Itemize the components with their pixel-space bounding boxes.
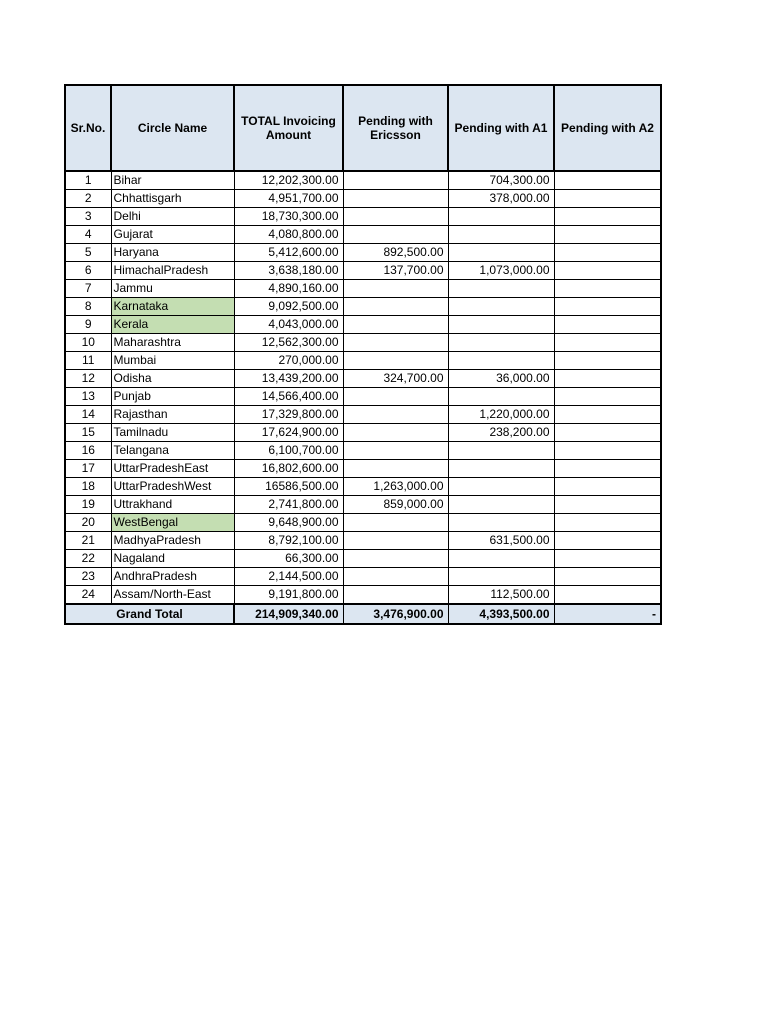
table-row: [65, 460, 661, 478]
cell-pending-a2[interactable]: [554, 568, 661, 586]
cell-pending-a2[interactable]: [554, 280, 661, 298]
cell-pending-a1[interactable]: [448, 496, 554, 514]
cell-total-invoicing[interactable]: 2,741,800.00: [234, 496, 343, 514]
cell-pending-a2[interactable]: [554, 532, 661, 550]
cell-pending-ericsson[interactable]: [343, 334, 448, 352]
cell-pending-a2[interactable]: [554, 424, 661, 442]
cell-total-invoicing[interactable]: 66,300.00: [234, 550, 343, 568]
grand-total-a2: -: [554, 604, 661, 624]
cell-pending-a2[interactable]: [554, 171, 661, 190]
cell-pending-a1[interactable]: 1,220,000.00: [448, 406, 554, 424]
cell-circle-name[interactable]: UttarPradeshEast: [111, 460, 234, 478]
cell-pending-ericsson[interactable]: [343, 226, 448, 244]
cell-circle-name[interactable]: Chhattisgarh: [111, 190, 234, 208]
table-row: [65, 424, 661, 442]
cell-circle-name[interactable]: Punjab: [111, 388, 234, 406]
table-row: [65, 190, 661, 208]
cell-pending-a1[interactable]: [448, 352, 554, 370]
table-row: [65, 316, 661, 334]
table-row: [65, 280, 661, 298]
cell-pending-ericsson[interactable]: [343, 190, 448, 208]
cell-pending-a2[interactable]: [554, 550, 661, 568]
cell-pending-a2[interactable]: [554, 190, 661, 208]
cell-pending-ericsson[interactable]: 892,500.00: [343, 244, 448, 262]
cell-circle-name[interactable]: Kerala: [111, 316, 234, 334]
table-row: [65, 514, 661, 532]
cell-circle-name[interactable]: Maharashtra: [111, 334, 234, 352]
cell-pending-ericsson[interactable]: [343, 568, 448, 586]
cell-pending-a1[interactable]: [448, 280, 554, 298]
cell-pending-ericsson[interactable]: [343, 550, 448, 568]
cell-total-invoicing[interactable]: 2,144,500.00: [234, 568, 343, 586]
table-row: [65, 352, 661, 370]
header-pending-ericsson: Pending with Ericsson: [343, 85, 448, 171]
table-row: [65, 550, 661, 568]
cell-circle-name[interactable]: Uttrakhand: [111, 496, 234, 514]
cell-pending-a2[interactable]: [554, 370, 661, 388]
cell-pending-ericsson[interactable]: 859,000.00: [343, 496, 448, 514]
cell-circle-name[interactable]: Gujarat: [111, 226, 234, 244]
grand-total-ericsson: 3,476,900.00: [343, 604, 448, 624]
cell-pending-ericsson[interactable]: [343, 280, 448, 298]
cell-sr-no[interactable]: 22: [65, 550, 111, 568]
cell-pending-a1[interactable]: [448, 514, 554, 532]
cell-pending-a2[interactable]: [554, 352, 661, 370]
cell-pending-a2[interactable]: [554, 262, 661, 280]
cell-pending-a1[interactable]: 36,000.00: [448, 370, 554, 388]
cell-pending-ericsson[interactable]: 137,700.00: [343, 262, 448, 280]
cell-circle-name[interactable]: Assam/North-East: [111, 586, 234, 605]
table-row: [65, 171, 661, 190]
cell-sr-no[interactable]: 12: [65, 370, 111, 388]
cell-pending-ericsson[interactable]: [343, 406, 448, 424]
cell-total-invoicing[interactable]: 13,439,200.00: [234, 370, 343, 388]
table-row: [65, 334, 661, 352]
grand-total-amount: 214,909,340.00: [234, 604, 343, 624]
cell-sr-no[interactable]: 1: [65, 171, 111, 190]
cell-pending-ericsson[interactable]: [343, 208, 448, 226]
table-row: [65, 226, 661, 244]
header-row: [65, 85, 661, 171]
cell-circle-name[interactable]: MadhyaPradesh: [111, 532, 234, 550]
cell-sr-no[interactable]: 5: [65, 244, 111, 262]
cell-sr-no[interactable]: 11: [65, 352, 111, 370]
header-total-invoicing: TOTAL Invoicing Amount: [234, 85, 343, 171]
cell-pending-a2[interactable]: [554, 442, 661, 460]
cell-pending-a2[interactable]: [554, 586, 661, 605]
cell-total-invoicing[interactable]: 12,202,300.00: [234, 171, 343, 190]
cell-pending-a1[interactable]: [448, 478, 554, 496]
cell-pending-ericsson[interactable]: [343, 514, 448, 532]
cell-total-invoicing[interactable]: 4,890,160.00: [234, 280, 343, 298]
cell-circle-name[interactable]: WestBengal: [111, 514, 234, 532]
table-row: [65, 478, 661, 496]
cell-pending-a2[interactable]: [554, 478, 661, 496]
table-row: [65, 370, 661, 388]
cell-circle-name[interactable]: Haryana: [111, 244, 234, 262]
cell-pending-ericsson[interactable]: [343, 424, 448, 442]
grand-total-row: [65, 604, 661, 624]
cell-pending-a1[interactable]: 378,000.00: [448, 190, 554, 208]
cell-circle-name[interactable]: UttarPradeshWest: [111, 478, 234, 496]
cell-pending-a1[interactable]: 704,300.00: [448, 171, 554, 190]
table-row: [65, 586, 661, 605]
table-row: [65, 262, 661, 280]
grand-total-label: Grand Total: [65, 604, 234, 624]
cell-pending-a1[interactable]: [448, 298, 554, 316]
cell-pending-a2[interactable]: [554, 406, 661, 424]
cell-sr-no[interactable]: 17: [65, 460, 111, 478]
cell-total-invoicing[interactable]: 270,000.00: [234, 352, 343, 370]
cell-pending-a1[interactable]: [448, 568, 554, 586]
cell-sr-no[interactable]: 18: [65, 478, 111, 496]
cell-pending-ericsson[interactable]: [343, 532, 448, 550]
cell-pending-a2[interactable]: [554, 388, 661, 406]
cell-circle-name[interactable]: Delhi: [111, 208, 234, 226]
cell-total-invoicing[interactable]: 14,566,400.00: [234, 388, 343, 406]
cell-pending-a1[interactable]: [448, 460, 554, 478]
cell-pending-a1[interactable]: [448, 316, 554, 334]
cell-total-invoicing[interactable]: 4,951,700.00: [234, 190, 343, 208]
cell-sr-no[interactable]: 23: [65, 568, 111, 586]
cell-pending-a1[interactable]: [448, 550, 554, 568]
cell-total-invoicing[interactable]: 9,092,500.00: [234, 298, 343, 316]
cell-pending-a1[interactable]: [448, 208, 554, 226]
cell-pending-a2[interactable]: [554, 226, 661, 244]
cell-sr-no[interactable]: 4: [65, 226, 111, 244]
cell-pending-a1[interactable]: [448, 388, 554, 406]
cell-pending-ericsson[interactable]: [343, 388, 448, 406]
table-body: [65, 171, 661, 604]
cell-pending-ericsson[interactable]: [343, 298, 448, 316]
cell-total-invoicing[interactable]: 5,412,600.00: [234, 244, 343, 262]
table-row: [65, 388, 661, 406]
cell-pending-a2[interactable]: [554, 244, 661, 262]
cell-total-invoicing[interactable]: 12,562,300.00: [234, 334, 343, 352]
cell-pending-a2[interactable]: [554, 460, 661, 478]
header-circle-name: Circle Name: [111, 85, 234, 171]
cell-sr-no[interactable]: 24: [65, 586, 111, 605]
cell-total-invoicing[interactable]: 9,191,800.00: [234, 586, 343, 605]
cell-pending-ericsson[interactable]: [343, 460, 448, 478]
cell-total-invoicing[interactable]: 17,329,800.00: [234, 406, 343, 424]
cell-pending-ericsson[interactable]: [343, 316, 448, 334]
cell-circle-name[interactable]: Telangana: [111, 442, 234, 460]
header-sr-no: Sr.No.: [65, 85, 111, 171]
cell-pending-ericsson[interactable]: [343, 352, 448, 370]
cell-sr-no[interactable]: 21: [65, 532, 111, 550]
cell-sr-no[interactable]: 6: [65, 262, 111, 280]
table-row: [65, 244, 661, 262]
cell-total-invoicing[interactable]: 9,648,900.00: [234, 514, 343, 532]
cell-total-invoicing[interactable]: 16586,500.00: [234, 478, 343, 496]
cell-circle-name[interactable]: Bihar: [111, 171, 234, 190]
cell-pending-ericsson[interactable]: 324,700.00: [343, 370, 448, 388]
cell-total-invoicing[interactable]: 3,638,180.00: [234, 262, 343, 280]
table-row: [65, 406, 661, 424]
cell-total-invoicing[interactable]: 16,802,600.00: [234, 460, 343, 478]
table-row: [65, 496, 661, 514]
cell-sr-no[interactable]: 13: [65, 388, 111, 406]
cell-pending-ericsson[interactable]: [343, 442, 448, 460]
cell-sr-no[interactable]: 16: [65, 442, 111, 460]
cell-circle-name[interactable]: Jammu: [111, 280, 234, 298]
cell-total-invoicing[interactable]: 6,100,700.00: [234, 442, 343, 460]
cell-sr-no[interactable]: 2: [65, 190, 111, 208]
cell-pending-a2[interactable]: [554, 496, 661, 514]
cell-total-invoicing[interactable]: 4,080,800.00: [234, 226, 343, 244]
cell-pending-a2[interactable]: [554, 514, 661, 532]
cell-pending-a1[interactable]: [448, 442, 554, 460]
cell-circle-name[interactable]: Mumbai: [111, 352, 234, 370]
cell-circle-name[interactable]: Odisha: [111, 370, 234, 388]
cell-circle-name[interactable]: Karnataka: [111, 298, 234, 316]
cell-total-invoicing[interactable]: 4,043,000.00: [234, 316, 343, 334]
cell-pending-a2[interactable]: [554, 208, 661, 226]
table-row: [65, 298, 661, 316]
cell-pending-a1[interactable]: [448, 334, 554, 352]
cell-circle-name[interactable]: Rajasthan: [111, 406, 234, 424]
table-row: [65, 568, 661, 586]
header-pending-a2: Pending with A2: [554, 85, 661, 171]
spreadsheet: [64, 84, 662, 625]
cell-circle-name[interactable]: HimachalPradesh: [111, 262, 234, 280]
header-pending-a1: Pending with A1: [448, 85, 554, 171]
cell-pending-a2[interactable]: [554, 298, 661, 316]
table-row: [65, 442, 661, 460]
cell-pending-a1[interactable]: [448, 244, 554, 262]
cell-pending-a1[interactable]: 1,073,000.00: [448, 262, 554, 280]
cell-sr-no[interactable]: 3: [65, 208, 111, 226]
cell-pending-a1[interactable]: 238,200.00: [448, 424, 554, 442]
cell-pending-ericsson[interactable]: 1,263,000.00: [343, 478, 448, 496]
cell-pending-a1[interactable]: 631,500.00: [448, 532, 554, 550]
cell-pending-a1[interactable]: 112,500.00: [448, 586, 554, 605]
cell-circle-name[interactable]: Tamilnadu: [111, 424, 234, 442]
cell-total-invoicing[interactable]: 8,792,100.00: [234, 532, 343, 550]
cell-total-invoicing[interactable]: 17,624,900.00: [234, 424, 343, 442]
cell-pending-ericsson[interactable]: [343, 586, 448, 605]
table-row: [65, 532, 661, 550]
cell-pending-ericsson[interactable]: [343, 171, 448, 190]
grand-total-a1: 4,393,500.00: [448, 604, 554, 624]
cell-sr-no[interactable]: 14: [65, 406, 111, 424]
cell-circle-name[interactable]: AndhraPradesh: [111, 568, 234, 586]
cell-sr-no[interactable]: 7: [65, 280, 111, 298]
cell-sr-no[interactable]: 10: [65, 334, 111, 352]
cell-pending-a1[interactable]: [448, 226, 554, 244]
invoicing-table: [64, 84, 662, 625]
cell-sr-no[interactable]: 8: [65, 298, 111, 316]
cell-total-invoicing[interactable]: 18,730,300.00: [234, 208, 343, 226]
cell-sr-no[interactable]: 9: [65, 316, 111, 334]
cell-pending-a2[interactable]: [554, 316, 661, 334]
cell-sr-no[interactable]: 19: [65, 496, 111, 514]
cell-circle-name[interactable]: Nagaland: [111, 550, 234, 568]
cell-pending-a2[interactable]: [554, 334, 661, 352]
cell-sr-no[interactable]: 15: [65, 424, 111, 442]
table-row: [65, 208, 661, 226]
cell-sr-no[interactable]: 20: [65, 514, 111, 532]
